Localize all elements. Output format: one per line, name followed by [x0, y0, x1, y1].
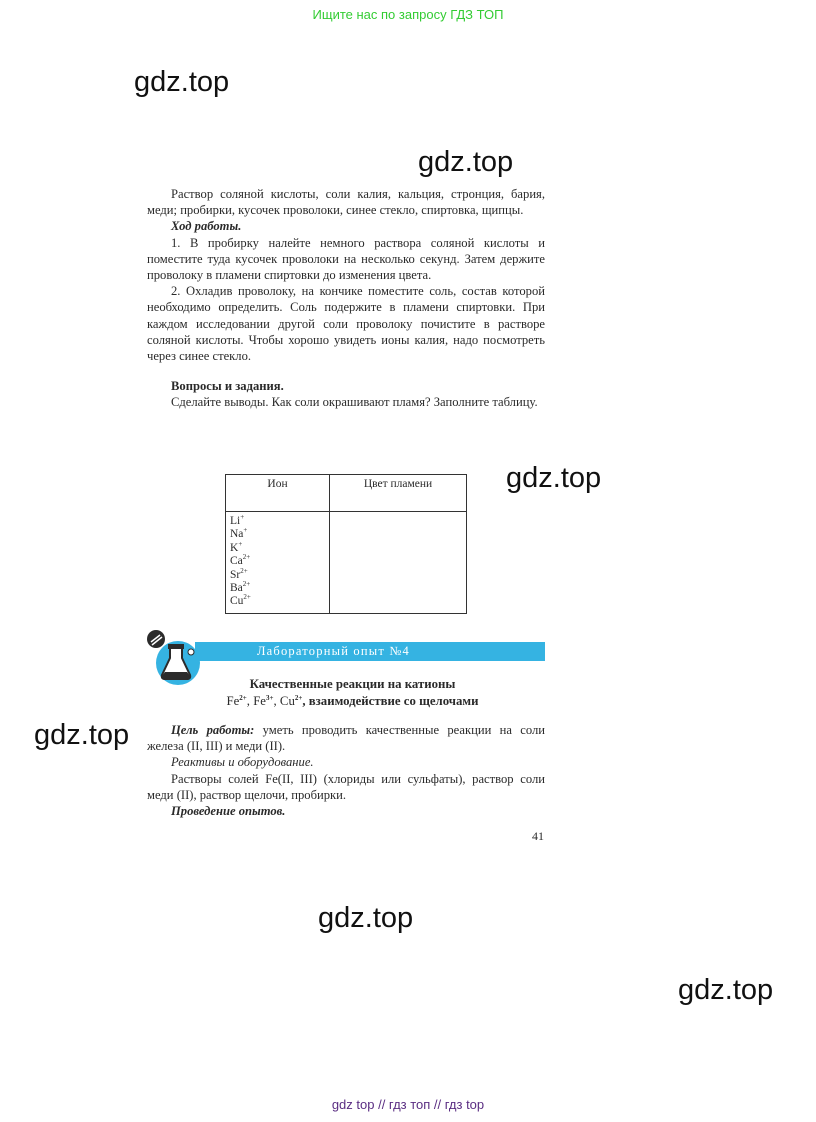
questions-heading: Вопросы и задания.: [171, 379, 284, 394]
lab-heading-line-2: $Fe^{2+}$, $Fe^{3+}$, $Cu^{2+}$, взаимодействие со щелочами: [226, 693, 479, 708]
lab-title: Лабораторный опыт №4: [257, 644, 410, 658]
ion-charge: +: [238, 539, 243, 548]
ion-flame-table: [225, 474, 467, 614]
ion-charge: 2+: [242, 580, 251, 589]
bottom-footer: gdz top // гдз топ // гдз top: [331, 1097, 485, 1112]
goal-paragraph: [147, 722, 545, 754]
page-number: 41: [532, 829, 544, 843]
reagents-text: Растворы солей Fe(II, III) (хлориды или сульфаты), раствор соли меди (II), раствор щелочи, пробирки.: [147, 771, 545, 802]
lab-body-text: [147, 722, 545, 819]
watermark: gdz.top: [418, 146, 514, 178]
ion-symbol: Ca: [230, 555, 243, 568]
goal-label: Цель работы:: [171, 723, 255, 737]
ion-column-header: Ион: [226, 475, 330, 512]
flame-color-cell[interactable]: [330, 512, 467, 614]
ion-charge: 2+: [242, 553, 251, 562]
goal-text: уметь проводить качественные реакции на соли железа (II, III) и меди (II).: [147, 723, 545, 754]
ion-charge: 2+: [243, 593, 251, 602]
ion-charge: +: [243, 526, 248, 535]
reagents-heading: Реактивы и оборудование.: [171, 755, 314, 770]
ion-cu: Cu: [279, 693, 295, 708]
lab-heading-tail: , взаимодействие со щелочами: [302, 693, 479, 708]
procedure-heading: Ход работы.: [171, 219, 242, 234]
watermark: gdz.top: [34, 719, 130, 751]
materials-paragraph: Раствор соляной кислоты, соли калия, кальция, стронция, бария, меди; пробирки, кусочек проволоки, синее стекло, спиртовка, щипцы.: [147, 187, 545, 218]
textbook-page-text: [147, 186, 545, 411]
conduct-heading: Проведение опытов.: [171, 804, 286, 819]
lab-heading: [190, 676, 515, 709]
ion-charge: +: [240, 513, 245, 521]
step-1: 1. В пробирку налейте немного раствора соляной кислоты и поместите туда кусочек проволоки на несколько секунд. Затем держите проволоку в пламени спиртовки до изменения цвета.: [147, 235, 545, 283]
ion-charge: 3+: [266, 693, 274, 702]
watermark: gdz.top: [134, 66, 230, 98]
watermark: gdz.top: [678, 974, 774, 1006]
ion-fe: Fe: [253, 693, 266, 708]
ion-fe: Fe: [226, 693, 240, 708]
ion-charge: 2+: [239, 693, 247, 702]
ion-symbol: K: [230, 541, 239, 554]
ion-charge: 2+: [240, 566, 248, 575]
ion-symbol: Na: [230, 528, 244, 541]
ion-symbol: Sr: [230, 568, 241, 581]
top-banner: Ищите нас по запросу ГДЗ ТОП: [312, 7, 504, 22]
ion-list-cell: [226, 512, 330, 614]
ion-symbol: Cu: [230, 595, 244, 608]
watermark: gdz.top: [318, 902, 414, 934]
lab-heading-line-1: Качественные реакции на катионы: [249, 677, 456, 691]
questions-text: Сделайте выводы. Как соли окрашивают пламя? Заполните таблицу.: [171, 395, 538, 410]
flame-color-column-header: Цвет пламени: [330, 475, 467, 512]
watermark: gdz.top: [506, 462, 602, 494]
ion-entry: [230, 595, 325, 608]
ion-charge: 2+: [294, 693, 303, 702]
ion-entry: [230, 528, 325, 541]
ion-symbol: Ba: [230, 582, 243, 595]
ion-symbol: Li: [230, 515, 241, 527]
step-2: 2. Охладив проволоку, на кончике поместите соль, состав которой необходимо определить. Соль подержите в пламени спиртовки. При каждом исследовании другой соли проволоку почистите в растворе соляной кислоты. Чтобы хорошо увидеть ионы калия, надо посмотреть через синее стекло.: [147, 284, 545, 364]
